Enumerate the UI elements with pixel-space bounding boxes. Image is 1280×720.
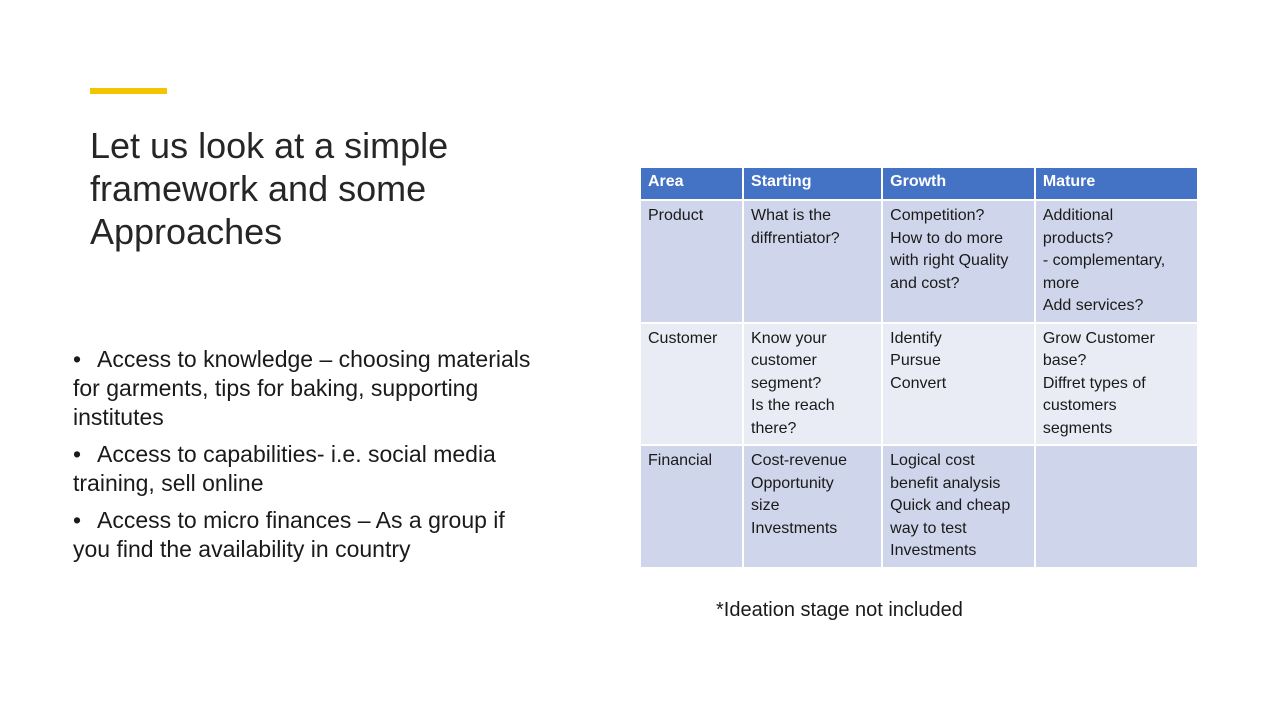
table-cell-area: Product: [640, 200, 743, 323]
table-row: [640, 445, 1198, 568]
cell-line: How to do more: [890, 229, 1004, 247]
title-accent-bar: [90, 88, 167, 94]
cell-line: Quick and cheap: [890, 497, 1011, 514]
table-row: [640, 323, 1198, 446]
cell-line: segments: [1042, 419, 1113, 437]
bullet-item: [73, 440, 543, 498]
cell-line: Additional: [1042, 207, 1114, 224]
cell-line: benefit analysis: [890, 474, 1001, 492]
cell-line: products?: [1042, 229, 1114, 247]
table-header-cell: Growth: [882, 167, 1035, 200]
cell-line: segment?: [751, 374, 822, 392]
bullet-item: [73, 506, 543, 564]
cell-line: Cost-revenue: [751, 452, 848, 469]
bullet-item: [73, 345, 543, 432]
table-header-row: [640, 167, 1198, 200]
table-cell-growth: [882, 323, 1035, 446]
bullet-dot-icon: •: [73, 441, 82, 467]
table-cell-starting: [743, 200, 882, 323]
cell-line: there?: [751, 419, 797, 437]
bullet-dot-icon: •: [73, 507, 82, 533]
cell-line: Identify: [890, 329, 942, 347]
cell-line: Diffret types of: [1042, 374, 1146, 392]
bullet-text: Access to micro finances – As a group if you find the availability in country: [73, 507, 505, 562]
cell-line: Opportunity: [751, 474, 834, 492]
bullet-text: Access to capabilities- i.e. social media training, sell online: [73, 441, 496, 496]
cell-line: Is the reach: [751, 397, 835, 414]
cell-line: customers: [1042, 397, 1117, 414]
cell-line: with right Quality: [890, 252, 1009, 269]
framework-table: [639, 166, 1199, 569]
cell-line: base?: [1042, 352, 1087, 369]
cell-line: Know your: [751, 329, 827, 347]
table-cell-mature: [1035, 445, 1198, 568]
table-row: [640, 200, 1198, 323]
table-cell-growth: [882, 445, 1035, 568]
table-cell-mature: [1035, 323, 1198, 446]
slide-title: Let us look at a simple framework and some Approaches: [90, 125, 449, 252]
bullet-dot-icon: •: [73, 346, 82, 372]
table-cell-starting: [743, 445, 882, 568]
cell-line: and cost?: [890, 274, 960, 292]
table-cell-growth: [882, 200, 1035, 323]
cell-line: customer: [751, 352, 817, 369]
table-header-cell: Starting: [743, 167, 882, 200]
table-cell-area: Financial: [640, 445, 743, 568]
cell-line: Logical cost: [890, 452, 975, 469]
cell-line: Competition?: [890, 207, 985, 224]
cell-line: Investments: [890, 542, 977, 559]
cell-line: more: [1042, 274, 1080, 292]
table-cell-mature: [1035, 200, 1198, 323]
cell-line: diffrentiator?: [751, 229, 840, 247]
cell-line: Grow Customer: [1042, 329, 1155, 347]
table-header-cell: Area: [640, 167, 743, 200]
cell-line: What is the: [751, 207, 832, 224]
cell-line: way to test: [890, 519, 967, 537]
cell-line: Investments: [751, 519, 838, 537]
cell-line: Convert: [890, 374, 947, 392]
table-body: [640, 200, 1198, 568]
footnote: *Ideation stage not included: [716, 599, 963, 621]
cell-line: Pursue: [890, 352, 941, 369]
table-cell-area: Customer: [640, 323, 743, 446]
cell-line: - complementary,: [1042, 252, 1166, 269]
table-cell-starting: [743, 323, 882, 446]
table-header-cell: Mature: [1035, 167, 1198, 200]
cell-line: size: [751, 497, 780, 514]
bullet-list: [73, 345, 543, 572]
cell-line: Add services?: [1042, 297, 1144, 314]
bullet-text: Access to knowledge – choosing materials for garments, tips for baking, supporting institutes: [73, 346, 531, 430]
